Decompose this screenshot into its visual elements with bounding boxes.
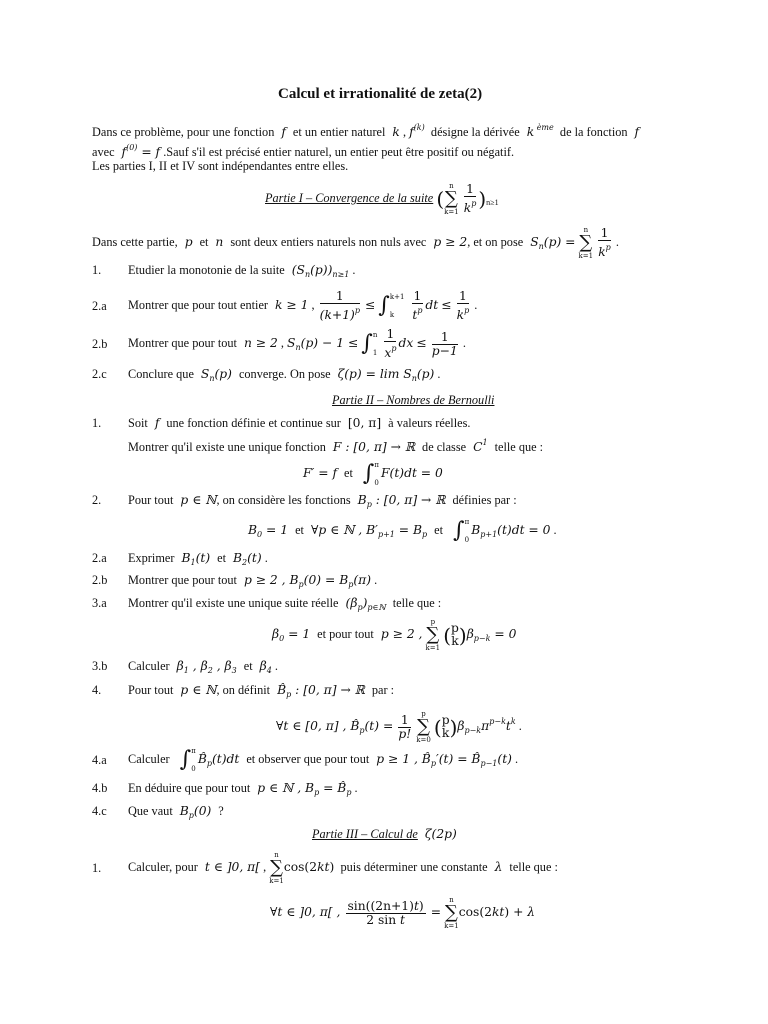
part3-q1-text: telle que : bbox=[509, 860, 558, 874]
part2-q2b: Montrer que pour tout p ≥ 2 , $B_p(0) = B_p(\pi)$ . bbox=[128, 573, 378, 589]
part2-q2-equation: $B_0 = 1$ et ∀p ∈ ℕ , $B'_{p+1} = B_p$ et ∫π $0B_{p+1}(t)dt = 0$ . bbox=[248, 517, 557, 544]
part2-q3a: Montrer qu'il existe une unique suite réelle $(\beta_p)_{p\in ℕ}$ telle que : bbox=[128, 596, 442, 612]
part2-q2-text: , on considère les fonctions bbox=[216, 493, 351, 507]
item-number: 3.b bbox=[92, 659, 108, 673]
part1-q2b: Montrer que pour tout n ≥ 2 , $S_n(p) - 1 \le \int n$ 1 $\frac{1}{x^p}$ dx ≤ $\frac{1}{p-1}$ . bbox=[128, 327, 466, 361]
part2-q1-line2: Montrer qu'il existe une unique fonction F : [0, π] → ℝ de classe $C^1$ telle que : bbox=[128, 438, 544, 454]
part2-q4c: Que vaut $B_p(0)$ ? bbox=[128, 804, 224, 820]
part2-q2-text: définies par : bbox=[452, 493, 517, 507]
part1-q2c: Conclure que $S_n(p)$ converge. On pose $\zeta(p) = \lim S_n(p)$ . bbox=[128, 367, 441, 383]
intro-line-3: Les parties I, II et IV sont indépendantes entre elles. bbox=[92, 159, 349, 173]
item-number: 3.a bbox=[92, 596, 107, 610]
intro-text: Dans ce problème, pour une fonction bbox=[92, 125, 275, 139]
intro-line-1: Dans ce problème, pour une fonction f et un entier naturel k , $f^{(k)}$ désigne la dérivée k $^{ème}$ de la fonction f bbox=[92, 123, 640, 139]
part2-q4-equation: ∀t ∈ [0, π] , $B̂_p(t)$ = $\frac{1}{p!}$ p ∑ k=0 ( p k )$\beta_{p-k}\pi^{p-k}t^k$ . bbox=[276, 710, 522, 745]
part2-q4a-text: et observer que pour tout bbox=[246, 752, 370, 766]
part1-q2c-text: converge. On pose bbox=[238, 367, 331, 381]
part1-q2b-text: Montrer que pour tout bbox=[128, 336, 237, 350]
part2-q4: Pour tout p ∈ ℕ, on définit $B̂_p$ : [0, π] → ℝ par : bbox=[128, 683, 395, 699]
item-number: 2.a bbox=[92, 551, 107, 565]
item-number: 4.b bbox=[92, 781, 108, 795]
part2-q1-text: une fonction définie et continue sur bbox=[166, 416, 341, 430]
part2-q4b-text: En déduire que pour tout bbox=[128, 781, 251, 795]
part2-q1-line1: Soit f une fonction définie et continue sur [0, π] à valeurs réelles. bbox=[128, 416, 471, 430]
part1-lead-text: et bbox=[199, 234, 209, 249]
item-number: 2.a bbox=[92, 299, 107, 313]
part2-q1-text: et bbox=[343, 466, 353, 480]
intro-text: de la fonction bbox=[559, 125, 628, 139]
part2-q2a-text: et bbox=[217, 551, 226, 565]
part3-q1-text: puis déterminer une constante bbox=[340, 860, 488, 874]
part2-q1-text: telle que : bbox=[494, 440, 544, 454]
intro-text: et un entier naturel bbox=[292, 125, 386, 139]
part2-q1-equation: F′ = f et ∫π 0F(t)dt = 0 bbox=[303, 460, 443, 487]
intro-text: avec bbox=[92, 145, 115, 159]
part3-q1: Calculer, pour t ∈ ]0, π[ , n ∑ k=1 cos(2kt) puis déterminer une constante λ telle que : bbox=[128, 851, 558, 886]
part2-q1-text: de classe bbox=[422, 440, 467, 454]
part1-q1: Etudier la monotonie de la suite $(S_n(p))_{n\ge 1}$ . bbox=[128, 263, 356, 279]
part2-q4-text: Pour tout bbox=[128, 683, 174, 697]
part2-q4c-text: Que vaut bbox=[128, 804, 173, 818]
part2-q3b-text: et bbox=[243, 659, 253, 673]
part1-lead-text: Dans cette partie, bbox=[92, 234, 178, 249]
item-number: 1. bbox=[92, 861, 102, 875]
item-number: 1. bbox=[92, 416, 102, 430]
part1-q2c-text: Conclure que bbox=[128, 367, 194, 381]
part1-heading: Partie I – Convergence de la suite ( n ∑ k=1 $\frac{1}{k^p}$ )$_{n\ge 1}$ bbox=[265, 182, 499, 216]
part2-q2b-text: Montrer que pour tout bbox=[128, 573, 237, 587]
item-number: 4.a bbox=[92, 753, 107, 767]
part2-q2-text: et bbox=[434, 523, 444, 537]
part2-q2a-text: Exprimer bbox=[128, 551, 175, 565]
item-number: 2.c bbox=[92, 367, 107, 381]
part3-heading: Partie III – Calcul de ζ(2p) bbox=[312, 827, 457, 841]
part2-q2a: Exprimer $B_1(t)$ et $B_2(t)$ . bbox=[128, 551, 268, 567]
item-number: 2.b bbox=[92, 573, 108, 587]
part1-q1-text: Etudier la monotonie de la suite bbox=[128, 263, 285, 277]
part2-q1-text: Soit bbox=[128, 416, 148, 430]
part2-q3a-text: Montrer qu'il existe une unique suite réelle bbox=[128, 596, 339, 610]
item-number: 2. bbox=[92, 493, 102, 507]
part2-q1-text: Montrer qu'il existe une unique fonction bbox=[128, 440, 326, 454]
part2-q2-text: et bbox=[295, 523, 304, 537]
page-title: Calcul et irrationalité de zeta(2) bbox=[278, 86, 483, 102]
part3-q1-text: Calculer, pour bbox=[128, 860, 198, 874]
part2-q4-text: , on définit bbox=[216, 683, 271, 697]
part1-q2a-text: Montrer que pour tout entier bbox=[128, 298, 269, 312]
part2-q4b: En déduire que pour tout p ∈ ℕ , $B_p$ = $B̂_p$ . bbox=[128, 781, 358, 797]
item-number: 1. bbox=[92, 263, 102, 277]
intro-text: .Sauf s'il est précisé entier naturel, un entier peut être positif ou négatif. bbox=[163, 145, 515, 159]
part2-q4c-text: ? bbox=[218, 804, 224, 818]
part2-q3a-text: et pour tout bbox=[317, 627, 374, 641]
part3-heading-text: Partie III – Calcul de bbox=[312, 827, 418, 841]
part2-q4a: Calculer ∫π $0B̂_p(t)dt$ et observer que pour tout p ≥ 1 , $B̂_p'(t)$ = $B̂_{p-1}(t)$ . bbox=[128, 746, 519, 773]
part1-lead-text: , et on pose bbox=[467, 234, 524, 249]
part2-q4-text: par : bbox=[371, 683, 395, 697]
part2-q2-text: Pour tout bbox=[128, 493, 174, 507]
item-number: 2.b bbox=[92, 337, 108, 351]
item-number: 4. bbox=[92, 683, 102, 697]
item-number: 4.c bbox=[92, 804, 107, 818]
part1-heading-text: Partie I – Convergence de la suite bbox=[265, 190, 434, 205]
intro-line-2: avec $f^{(0)} = f$ .Sauf s'il est précisé entier naturel, un entier peut être positif ou négatif. bbox=[92, 143, 515, 159]
part1-lead: Dans cette partie, p et n sont deux entiers naturels non nuls avec p ≥ 2, et on pose $S_n(p)$ = n ∑ k=1 $\frac{1}{k^p}$ . bbox=[92, 226, 619, 260]
part2-q1-text: à valeurs réelles. bbox=[388, 416, 471, 430]
part1-q2a: Montrer que pour tout entier k ≥ 1 , $\frac{1}{(k+1)^p}$ ≤ ∫k+1 k $\frac{1}{t^p}$ dt ≤ $\frac{1}{k^p}$ . bbox=[128, 289, 478, 323]
part3-q1-equation: ∀t ∈ ]0, π[ , $\frac{\sin((2n+1)t)}{\text{2 sin t}}$ = n ∑ k=1 cos(2kt) + λ bbox=[270, 896, 536, 931]
part2-q3a-text: telle que : bbox=[392, 596, 442, 610]
part2-q4a-text: Calculer bbox=[128, 752, 170, 766]
part2-q3a-equation: $\beta_0 = 1$ et pour tout p ≥ 2 , p ∑ k=1 ( p k )$\beta_{p-k} = 0$ bbox=[272, 618, 517, 653]
part1-lead-text: sont deux entiers naturels non nuls avec bbox=[230, 234, 427, 249]
part2-q3b: Calculer $\beta_1$ , $\beta_2$ , $\beta_3$ et $\beta_4$ . bbox=[128, 659, 278, 675]
intro-text: désigne la dérivée bbox=[430, 125, 520, 139]
part2-heading: Partie II – Nombres de Bernoulli bbox=[332, 393, 495, 407]
part2-q3b-text: Calculer bbox=[128, 659, 170, 673]
part2-q2: Pour tout p ∈ ℕ, on considère les fonctions $B_p$ : [0, π] → ℝ définies par : bbox=[128, 493, 517, 509]
